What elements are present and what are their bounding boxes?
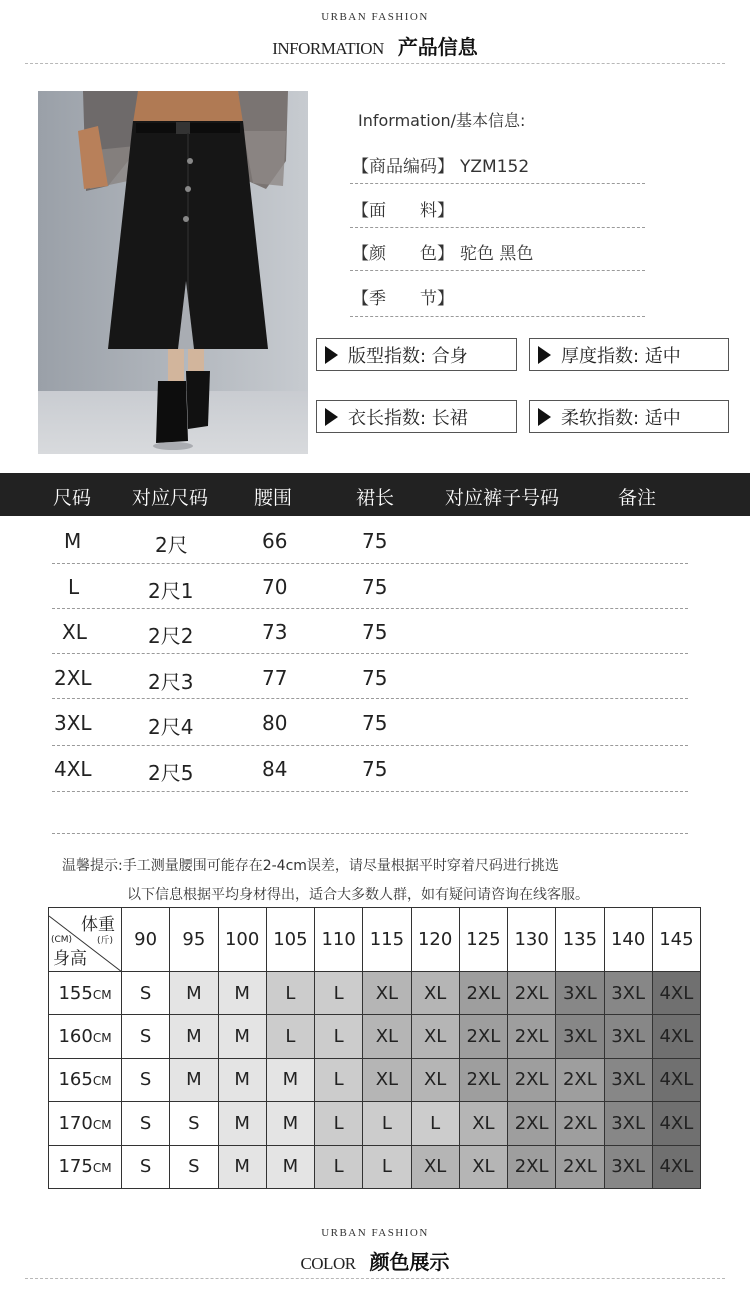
size-cell: 3XL: [604, 1058, 652, 1101]
info-divider: [350, 183, 645, 184]
length-cell: 75: [362, 620, 388, 644]
height-unit: CM: [92, 987, 112, 1002]
length-cell: 75: [362, 711, 388, 735]
triangle-right-icon: [538, 408, 551, 426]
height-header-cell: [49, 1102, 122, 1145]
size-cell: L: [363, 1145, 411, 1188]
header-title-zh: 产品信息: [397, 35, 478, 59]
grid-corner-cell: [49, 908, 122, 972]
height-unit-label: (CM): [51, 935, 73, 945]
size-cell: 2XL: [556, 1058, 604, 1101]
size-cell: L: [315, 972, 363, 1015]
size-cell: 4XL: [54, 757, 92, 781]
size-cell: XL: [363, 1058, 411, 1101]
waist-cell: 84: [262, 757, 288, 781]
length-index-box: [316, 400, 517, 433]
footer-title-en: COLOR: [300, 1254, 356, 1273]
equivalent-cell: 2尺1: [148, 579, 194, 603]
info-value-code: YZM152: [460, 157, 530, 177]
size-cell: 4XL: [652, 1015, 700, 1058]
size-cell: 2XL: [459, 972, 507, 1015]
size-cell: S: [122, 1145, 170, 1188]
triangle-right-icon: [538, 346, 551, 364]
size-cell: S: [122, 1102, 170, 1145]
waist-cell: 66: [262, 529, 288, 553]
fit-index-text: 版型指数: 合身: [348, 345, 468, 367]
equivalent-cell: 2尺4: [148, 715, 194, 739]
size-cell: S: [122, 1015, 170, 1058]
waist-cell: 80: [262, 711, 288, 735]
thickness-index-text: 厚度指数: 适中: [561, 345, 681, 367]
size-cell: XL: [459, 1145, 507, 1188]
weight-header-cell: 135: [556, 908, 604, 972]
size-cell: M: [266, 1102, 314, 1145]
footer-kicker: URBAN FASHION: [321, 1227, 429, 1239]
height-value: 160: [58, 1026, 93, 1048]
col-header-pants-size: 对应裤子号码: [445, 487, 560, 509]
col-header-remarks: 备注: [618, 487, 657, 509]
size-cell: 2XL: [508, 1058, 556, 1101]
info-row-fabric: [352, 196, 460, 221]
size-cell: M: [266, 1145, 314, 1188]
col-header-length: 裙长: [356, 487, 395, 509]
length-cell: 75: [362, 529, 388, 553]
col-header-waist: 腰围: [254, 487, 293, 509]
fit-index-box: [316, 338, 517, 371]
size-cell: XL: [363, 1015, 411, 1058]
length-index-text: 衣长指数: 长裙: [348, 407, 468, 429]
length-cell: 75: [362, 666, 388, 690]
size-cell: XL: [459, 1102, 507, 1145]
weight-header-cell: 125: [459, 908, 507, 972]
row-divider: [52, 608, 688, 609]
size-cell: L: [68, 575, 80, 599]
size-cell: 4XL: [652, 1058, 700, 1101]
size-cell: M: [218, 1102, 266, 1145]
size-cell: S: [170, 1102, 218, 1145]
col-header-size: 尺码: [53, 487, 92, 509]
size-cell: 3XL: [54, 711, 92, 735]
height-label: 身高: [53, 949, 87, 969]
size-table-body: [0, 516, 750, 816]
equivalent-cell: 2尺5: [148, 761, 194, 785]
height-unit: CM: [92, 1074, 112, 1089]
section-divider: [52, 833, 688, 834]
header-title: [0, 31, 750, 60]
size-cell: 4XL: [652, 972, 700, 1015]
size-cell: M: [218, 1145, 266, 1188]
header-title-en: INFORMATION: [272, 39, 384, 58]
softness-index-box: [529, 400, 729, 433]
size-cell: M: [170, 972, 218, 1015]
size-cell: M: [266, 1058, 314, 1101]
height-value: 170: [58, 1112, 93, 1134]
height-header-cell: [49, 1058, 122, 1101]
equivalent-cell: 2尺2: [148, 624, 194, 648]
size-cell: M: [170, 1058, 218, 1101]
row-divider: [52, 791, 688, 792]
height-value: 175: [58, 1156, 93, 1178]
weight-header-cell: 105: [266, 908, 314, 972]
size-cell: L: [266, 1015, 314, 1058]
height-header-cell: [49, 1145, 122, 1188]
length-cell: 75: [362, 575, 388, 599]
size-cell: L: [363, 1102, 411, 1145]
info-divider: [350, 270, 645, 271]
footer-divider: [25, 1278, 725, 1279]
waist-cell: 70: [262, 575, 288, 599]
info-row-season: [352, 284, 460, 309]
table-row: [49, 1145, 701, 1188]
size-table-header: [0, 473, 750, 516]
weight-header-cell: 95: [170, 908, 218, 972]
info-divider: [350, 316, 645, 317]
row-divider: [52, 563, 688, 564]
col-header-equivalent: 对应尺码: [132, 487, 209, 509]
height-unit: CM: [92, 1117, 112, 1132]
table-row: [49, 1102, 701, 1145]
waist-cell: 73: [262, 620, 288, 644]
size-cell: M: [218, 1058, 266, 1101]
product-photo: [38, 91, 308, 454]
size-cell: 4XL: [652, 1102, 700, 1145]
info-divider: [350, 227, 645, 228]
table-row: [49, 972, 701, 1015]
height-unit: CM: [92, 1031, 112, 1046]
size-cell: 2XL: [54, 666, 92, 690]
info-label-code: 【商品编码】: [352, 157, 454, 177]
info-label-season: 【季 节】: [352, 289, 454, 309]
thickness-index-box: [529, 338, 729, 371]
weight-header-cell: 145: [652, 908, 700, 972]
size-cell: XL: [62, 620, 87, 644]
size-cell: 2XL: [459, 1058, 507, 1101]
weight-unit: (斤): [96, 936, 113, 946]
size-cell: S: [170, 1145, 218, 1188]
size-cell: 3XL: [556, 972, 604, 1015]
info-label-fabric: 【面 料】: [352, 201, 454, 221]
info-row-code: [352, 152, 529, 177]
size-recommendation-grid: [48, 907, 701, 1189]
size-cell: L: [315, 1015, 363, 1058]
size-cell: 2XL: [459, 1015, 507, 1058]
size-cell: XL: [411, 1058, 459, 1101]
size-cell: 2XL: [556, 1102, 604, 1145]
size-cell: XL: [411, 1145, 459, 1188]
size-cell: XL: [411, 1015, 459, 1058]
size-cell: L: [315, 1145, 363, 1188]
size-cell: 3XL: [556, 1015, 604, 1058]
triangle-right-icon: [325, 346, 338, 364]
size-cell: M: [218, 1015, 266, 1058]
height-value: 155: [58, 982, 93, 1004]
table-row: [49, 1058, 701, 1101]
info-title: Information/基本信息:: [358, 111, 526, 130]
weight-header-cell: 120: [411, 908, 459, 972]
weight-header-cell: 110: [315, 908, 363, 972]
size-cell: M: [218, 972, 266, 1015]
height-header-cell: [49, 1015, 122, 1058]
size-cell: 2XL: [508, 1102, 556, 1145]
height-value: 165: [58, 1069, 93, 1091]
size-cell: 4XL: [652, 1145, 700, 1188]
footer-title-zh: 颜色展示: [369, 1250, 450, 1274]
size-cell: XL: [411, 972, 459, 1015]
weight-label: 体重: [81, 915, 115, 935]
size-cell: L: [315, 1102, 363, 1145]
waist-cell: 77: [262, 666, 288, 690]
size-cell: XL: [363, 972, 411, 1015]
row-divider: [52, 745, 688, 746]
weight-header-cell: 140: [604, 908, 652, 972]
size-cell: M: [170, 1015, 218, 1058]
weight-header-cell: 100: [218, 908, 266, 972]
equivalent-cell: 2尺3: [148, 670, 194, 694]
header-divider: [25, 63, 725, 64]
info-row-color: [352, 239, 533, 264]
table-row: [49, 1015, 701, 1058]
size-cell: 2XL: [508, 1145, 556, 1188]
info-label-color: 【颜 色】: [352, 244, 454, 264]
footer-title: [0, 1246, 750, 1275]
weight-header-cell: 115: [363, 908, 411, 972]
size-cell: S: [122, 972, 170, 1015]
measurement-note: 温馨提示:手工测量腰围可能存在2-4cm误差，请尽量根据平时穿着尺码进行挑选: [62, 858, 559, 874]
header-kicker: URBAN FASHION: [321, 11, 429, 23]
size-cell: 2XL: [556, 1145, 604, 1188]
size-cell: 3XL: [604, 1015, 652, 1058]
size-cell: S: [122, 1058, 170, 1101]
triangle-right-icon: [325, 408, 338, 426]
row-divider: [52, 698, 688, 699]
info-value-color: 驼色 黑色: [460, 244, 534, 264]
product-photo-illustration: [38, 91, 308, 454]
size-cell: L: [266, 972, 314, 1015]
weight-header-cell: 90: [122, 908, 170, 972]
size-cell: 3XL: [604, 1145, 652, 1188]
weight-header-cell: 130: [508, 908, 556, 972]
size-cell: 3XL: [604, 972, 652, 1015]
size-cell: L: [315, 1058, 363, 1101]
size-cell: L: [411, 1102, 459, 1145]
row-divider: [52, 653, 688, 654]
height-header-cell: [49, 972, 122, 1015]
softness-index-text: 柔软指数: 适中: [561, 407, 681, 429]
size-cell: 2XL: [508, 1015, 556, 1058]
size-cell: 3XL: [604, 1102, 652, 1145]
length-cell: 75: [362, 757, 388, 781]
size-cell: 2XL: [508, 972, 556, 1015]
recommendation-note: 以下信息根据平均身材得出，适合大多数人群，如有疑问请咨询在线客服。: [127, 887, 589, 903]
equivalent-cell: 2尺: [155, 533, 188, 557]
size-cell: M: [64, 529, 82, 553]
height-unit: CM: [92, 1161, 112, 1176]
